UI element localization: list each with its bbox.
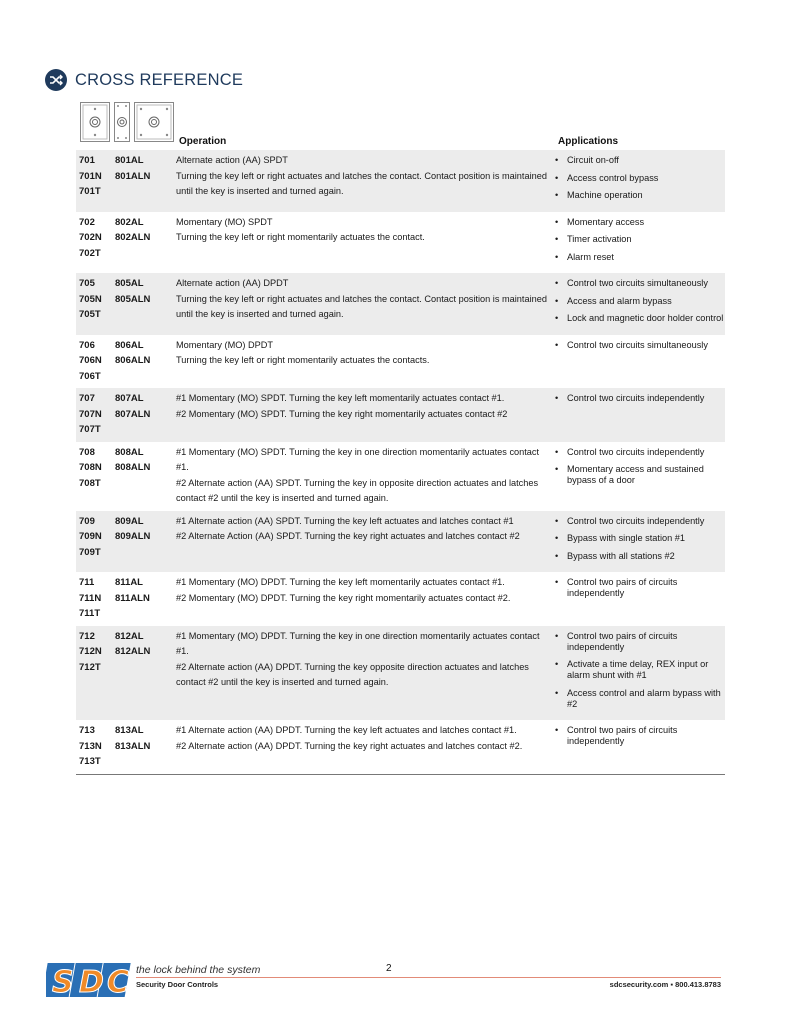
model-number: 711 bbox=[79, 577, 95, 588]
model-7xx-cell bbox=[76, 514, 115, 569]
model-8xx-cell bbox=[115, 153, 176, 208]
operation-text: #2 Momentary (MO) DPDT. Turning the key right momentarily actuates contact #2. bbox=[176, 592, 511, 603]
model-number: 709N bbox=[79, 531, 102, 542]
model-number: 802AL bbox=[115, 216, 144, 228]
model-number: 707 bbox=[79, 393, 95, 404]
operation-text: #1 Momentary (MO) SPDT. Turning the key left momentarily actuates contact #1. bbox=[176, 393, 505, 403]
application-item: • Activate a time delay, REX input or alarm shunt with #1 bbox=[554, 659, 725, 681]
application-item: • Control two pairs of circuits independently bbox=[554, 725, 725, 747]
model-number: 806ALN bbox=[115, 355, 151, 366]
applications-cell bbox=[554, 723, 725, 770]
model-number: 702T bbox=[79, 247, 101, 259]
model-7xx-cell bbox=[76, 391, 115, 438]
application-item: • Access control bypass bbox=[554, 173, 725, 184]
footer-divider bbox=[136, 977, 721, 978]
applications-cell bbox=[554, 338, 725, 385]
model-8xx-cell bbox=[115, 723, 176, 770]
model-number: 706N bbox=[79, 355, 102, 366]
table-row bbox=[76, 273, 725, 335]
table-row bbox=[76, 335, 725, 389]
model-number: 709T bbox=[79, 546, 101, 558]
model-8xx-cell bbox=[115, 338, 176, 385]
model-number: 813ALN bbox=[115, 740, 151, 752]
application-item: • Control two circuits independently bbox=[554, 393, 725, 404]
model-7xx-cell bbox=[76, 575, 115, 622]
page-title: CROSS REFERENCE bbox=[75, 70, 244, 89]
model-number: 801AL bbox=[115, 155, 144, 166]
model-number: 801ALN bbox=[115, 170, 151, 182]
table-row bbox=[76, 511, 725, 573]
table-row bbox=[76, 626, 725, 721]
model-7xx-cell bbox=[76, 445, 115, 507]
application-item: • Bypass with all stations #2 bbox=[554, 551, 725, 562]
application-item: • Timer activation bbox=[554, 234, 725, 245]
model-number: 713 bbox=[79, 725, 95, 736]
application-item: • Access and alarm bypass bbox=[554, 296, 725, 307]
operation-text: #2 Alternate action (AA) DPDT. Turning the key opposite direction actuates and latches contact #2 until the key is inserted and turned again. bbox=[176, 661, 529, 687]
applications-cell bbox=[554, 629, 725, 717]
model-number: 707N bbox=[79, 408, 102, 420]
page-number: 2 bbox=[386, 963, 392, 974]
operation-cell bbox=[176, 629, 554, 717]
model-number: 809AL bbox=[115, 515, 144, 527]
model-number: 705 bbox=[79, 278, 95, 289]
model-number: 802ALN bbox=[115, 232, 151, 243]
model-number: 806AL bbox=[115, 339, 144, 351]
operation-text: #2 Alternate action (AA) DPDT. Turning the key right actuates and latches contact #2. bbox=[176, 740, 523, 751]
tagline: the lock behind the system bbox=[136, 964, 261, 976]
svg-text:S: S bbox=[52, 965, 74, 999]
model-7xx-cell bbox=[76, 723, 115, 770]
operation-text: Turning the key left or right momentarily actuates the contact. bbox=[176, 232, 425, 242]
svg-text:C: C bbox=[107, 965, 130, 999]
model-8xx-cell bbox=[115, 391, 176, 438]
operation-text: Momentary (MO) SPDT bbox=[176, 216, 273, 227]
operation-cell bbox=[176, 391, 554, 438]
model-number: 808AL bbox=[115, 446, 144, 458]
application-item: • Circuit on-off bbox=[554, 155, 725, 166]
square-plate-icon bbox=[134, 102, 174, 142]
table-row bbox=[76, 388, 725, 442]
operation-text: Momentary (MO) DPDT bbox=[176, 339, 273, 350]
application-item: • Lock and magnetic door holder control bbox=[554, 313, 725, 324]
operation-text: Alternate action (AA) DPDT bbox=[176, 278, 289, 288]
crossed-arrows-icon bbox=[45, 69, 67, 91]
application-item: • Control two pairs of circuits independently bbox=[554, 577, 725, 599]
application-item: • Machine operation bbox=[554, 190, 725, 201]
table-row bbox=[76, 572, 725, 626]
svg-text:D: D bbox=[79, 965, 104, 999]
narrow-plate-icon bbox=[114, 102, 130, 142]
applications-cell bbox=[554, 215, 725, 270]
model-number: 708T bbox=[79, 477, 101, 489]
model-8xx-cell bbox=[115, 629, 176, 717]
single-gang-plate-icon bbox=[80, 102, 110, 142]
applications-cell bbox=[554, 575, 725, 622]
model-number: 812AL bbox=[115, 630, 144, 642]
model-number: 809ALN bbox=[115, 531, 151, 542]
model-number: 808ALN bbox=[115, 462, 151, 473]
model-number: 706 bbox=[79, 339, 95, 351]
model-number: 712T bbox=[79, 661, 101, 673]
model-number: 706T bbox=[79, 370, 101, 382]
operation-cell bbox=[176, 514, 554, 569]
model-8xx-cell bbox=[115, 276, 176, 331]
operation-text: #2 Momentary (MO) SPDT. Turning the key right momentarily actuates contact #2 bbox=[176, 408, 508, 419]
model-number: 705N bbox=[79, 293, 102, 305]
model-7xx-cell bbox=[76, 338, 115, 385]
model-8xx-cell bbox=[115, 575, 176, 622]
model-number: 805AL bbox=[115, 278, 144, 289]
model-number: 701 bbox=[79, 155, 95, 166]
table-row bbox=[76, 150, 725, 212]
operation-cell bbox=[176, 445, 554, 507]
model-number: 701N bbox=[79, 170, 102, 182]
operation-cell bbox=[176, 723, 554, 770]
operation-text: Turning the key left or right actuates and latches the contact. Contact position is maintained until the key is inserted and turned again. bbox=[176, 293, 547, 319]
cross-reference-table bbox=[76, 150, 725, 775]
application-item: • Control two circuits independently bbox=[554, 447, 725, 458]
model-number: 708N bbox=[79, 462, 102, 473]
applications-cell bbox=[554, 153, 725, 208]
application-item: • Control two circuits simultaneously bbox=[554, 340, 725, 351]
model-7xx-cell bbox=[76, 629, 115, 717]
model-number: 708 bbox=[79, 446, 95, 458]
page-header bbox=[45, 68, 243, 92]
model-number: 713T bbox=[79, 756, 101, 767]
application-item: • Momentary access and sustained bypass of a door bbox=[554, 464, 725, 486]
operation-text: #2 Alternate Action (AA) SPDT. Turning the key right actuates and latches contact #2 bbox=[176, 531, 520, 541]
model-number: 712 bbox=[79, 630, 95, 642]
application-item: • Control two pairs of circuits independently bbox=[554, 631, 725, 653]
model-8xx-cell bbox=[115, 514, 176, 569]
table-row bbox=[76, 212, 725, 274]
model-7xx-cell bbox=[76, 215, 115, 270]
table-row bbox=[76, 720, 725, 774]
operation-cell bbox=[176, 575, 554, 622]
model-number: 807AL bbox=[115, 393, 144, 404]
operation-text: Turning the key left or right actuates and latches the contact. Contact position is maintained until the key is inserted and turned again. bbox=[176, 170, 547, 196]
model-number: 712N bbox=[79, 646, 102, 657]
model-number: 711T bbox=[79, 608, 101, 619]
model-number: 811ALN bbox=[115, 592, 150, 604]
operation-cell bbox=[176, 276, 554, 331]
application-item: • Momentary access bbox=[554, 217, 725, 228]
operation-column-header: Operation bbox=[179, 136, 227, 147]
application-item: • Alarm reset bbox=[554, 252, 725, 263]
operation-text: #1 Alternate action (AA) DPDT. Turning the key left actuates and latches contact #1. bbox=[176, 725, 517, 735]
model-number: 805ALN bbox=[115, 293, 151, 305]
applications-cell bbox=[554, 445, 725, 507]
application-item: • Control two circuits simultaneously bbox=[554, 278, 725, 289]
application-item: • Access control and alarm bypass with #2 bbox=[554, 688, 725, 710]
model-number: 713N bbox=[79, 740, 102, 752]
model-7xx-cell bbox=[76, 276, 115, 331]
operation-text: Turning the key left or right momentarily actuates the contacts. bbox=[176, 355, 430, 365]
operation-text: Alternate action (AA) SPDT bbox=[176, 155, 288, 165]
model-number: 813AL bbox=[115, 725, 144, 736]
operation-text: #1 Momentary (MO) SPDT. Turning the key in one direction momentarily actuates contact #1. bbox=[176, 446, 540, 472]
applications-cell bbox=[554, 391, 725, 438]
contact-info[interactable]: sdcsecurity.com ▪ 800.413.8783 bbox=[609, 980, 721, 989]
model-number: 711N bbox=[79, 592, 102, 604]
application-item: • Bypass with single station #1 bbox=[554, 533, 725, 544]
model-7xx-cell bbox=[76, 153, 115, 208]
model-number: 702 bbox=[79, 216, 95, 228]
operation-cell bbox=[176, 153, 554, 208]
model-number: 702N bbox=[79, 232, 102, 243]
applications-column-header: Applications bbox=[558, 136, 619, 147]
operation-cell bbox=[176, 338, 554, 385]
operation-text: #2 Alternate action (AA) SPDT. Turning the key in opposite direction actuates and latches contact #2 until the key is inserted and turned again. bbox=[176, 477, 539, 503]
operation-cell bbox=[176, 215, 554, 270]
operation-text: #1 Momentary (MO) DPDT. Turning the key left momentarily actuates contact #1. bbox=[176, 577, 505, 587]
model-number: 707T bbox=[79, 424, 101, 435]
model-8xx-cell bbox=[115, 445, 176, 507]
company-name: Security Door Controls bbox=[136, 980, 219, 989]
model-number: 705T bbox=[79, 309, 101, 320]
switch-plate-illustrations bbox=[80, 102, 174, 142]
model-number: 709 bbox=[79, 515, 95, 527]
operation-text: #1 Momentary (MO) DPDT. Turning the key in one direction momentarily actuates contact #1. bbox=[176, 630, 540, 656]
model-number: 807ALN bbox=[115, 408, 151, 420]
sdc-logo bbox=[46, 961, 132, 999]
operation-text: #1 Alternate action (AA) SPDT. Turning the key left actuates and latches contact #1 bbox=[176, 515, 514, 526]
model-number: 812ALN bbox=[115, 646, 151, 657]
application-item: • Control two circuits independently bbox=[554, 516, 725, 527]
applications-cell bbox=[554, 514, 725, 569]
table-row bbox=[76, 442, 725, 511]
model-8xx-cell bbox=[115, 215, 176, 270]
model-number: 701T bbox=[79, 186, 101, 197]
applications-cell bbox=[554, 276, 725, 331]
model-number: 811AL bbox=[115, 577, 143, 588]
